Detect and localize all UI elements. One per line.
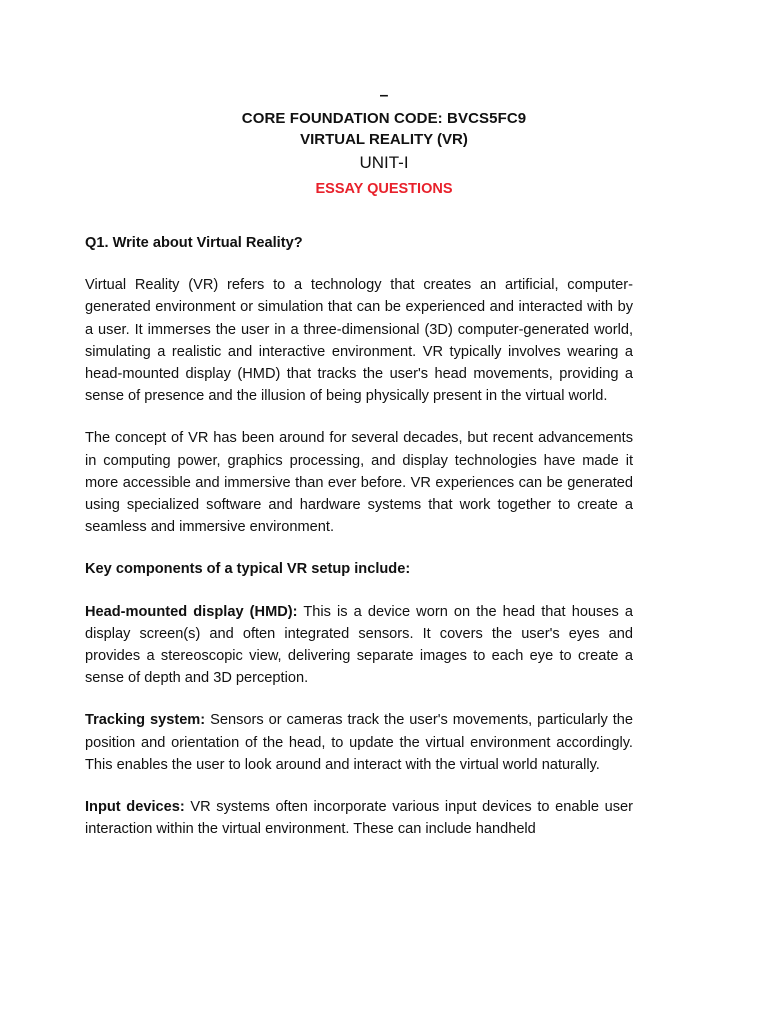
subject-title: VIRTUAL REALITY (VR) xyxy=(300,131,468,148)
component-hmd xyxy=(85,601,633,690)
course-code: CORE FOUNDATION CODE: BVCS5FC9 xyxy=(241,110,527,127)
paragraph-history: The concept of VR has been around for several decades, but recent advancements in computing power, graphics processing, and display technologies have made it more accessible and immersive than ever before. VR experiences can be generated using specialized software and hardware systems that work together to create a seamless and immersive environment. xyxy=(85,430,633,536)
component-input xyxy=(85,796,633,840)
component-term: Tracking system: xyxy=(85,712,206,729)
question-title: Q1. Write about Virtual Reality? xyxy=(85,235,303,251)
key-components-heading: Key components of a typical VR setup include: xyxy=(85,561,411,578)
component-text: Sensors or cameras track the user's movements, particularly the position and orientation of the head, to update the virtual environment accordingly. This enables the user to look around and interact with the virtual world naturally. xyxy=(85,712,633,773)
component-term: Head-mounted display (HMD): xyxy=(85,603,298,620)
component-text: This is a device worn on the head that houses a display screen(s) and often integrated sensors. It covers the user's eyes and provides a stereoscopic view, delivering separate images to each eye to create a sense of depth and 3D perception. xyxy=(85,603,633,687)
paragraph-intro: Virtual Reality (VR) refers to a technology that creates an artificial, computer-generated environment or simulation that can be experienced and interacted with by a user. It immerses the user in a three-dimensional (3D) computer-generated world, simulating a realistic and interactive environment. VR typically involves wearing a head-mounted display (HMD) that tracks the user's head movements, providing a sense of presence and the illusion of being physically present in the virtual world. xyxy=(85,277,633,405)
unit-title: UNIT-I xyxy=(359,153,409,172)
component-term: Input devices: xyxy=(85,799,185,816)
header-dash: – xyxy=(379,87,389,104)
document-header xyxy=(0,86,768,202)
component-tracking xyxy=(85,709,633,776)
component-text: VR systems often incorporate various input devices to enable user interaction within the virtual environment. These can include handheld xyxy=(85,799,633,838)
section-title: ESSAY QUESTIONS xyxy=(315,181,453,197)
document-body xyxy=(85,232,633,860)
